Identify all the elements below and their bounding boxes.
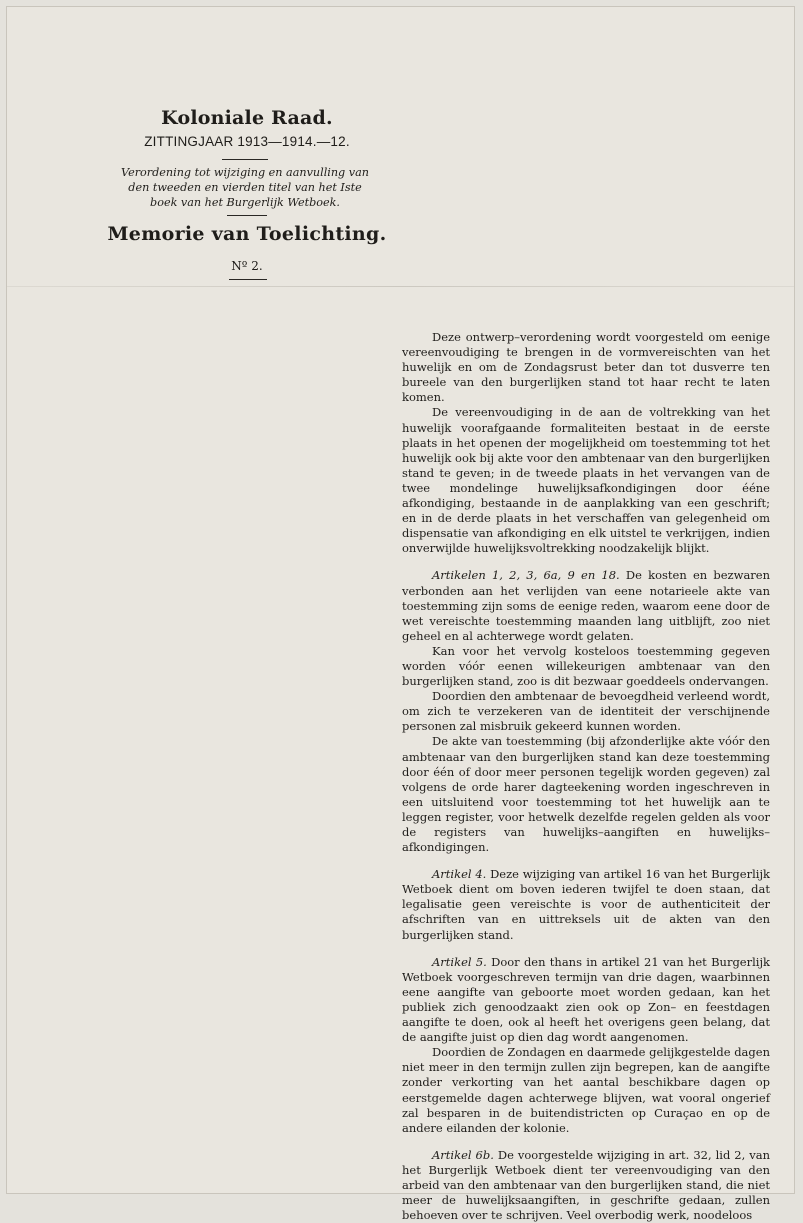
divider-rule <box>229 279 267 280</box>
article-reference: Artikel 4. <box>432 867 487 882</box>
article-reference: Artikel 6b. <box>432 1147 494 1162</box>
session-year: ZITTINGJAAR 1913—1914.—12. <box>144 134 350 149</box>
body-text <box>402 330 770 1223</box>
paragraph: Deze ontwerp–verordening wordt voorgesteld om eenige vereenvoudiging te brengen in de vormvereischten van het huwelijk en om de Zondagsrust beter dan tot dusverre ten bureele van den burgerlijken stand tot haar recht te laten komen. <box>402 330 770 405</box>
document-title: Memorie van Toelichting. <box>107 223 387 245</box>
ordinance-subject: Verordening tot wijziging en aanvulling van den tweeden en vierden titel van het Iste boek van het Burgerlijk Wetboek. <box>121 166 369 209</box>
article-reference: Artikel 5. <box>432 954 487 969</box>
paragraph: Doordien de Zondagen en daarmede gelijkgestelde dagen niet meer in den termijn zullen zijn begrepen, kan de aangifte zonder verkorting van het aantal beschikbare dagen op eerstgemelde dagen achterwege blijven, wat vooral ongerief zal besparen in de buitendistricten op Curaçao en op de andere eilanden der kolonie. <box>402 1045 770 1135</box>
council-title: Koloniale Raad. <box>161 107 333 129</box>
divider-rule <box>222 159 268 160</box>
document-page <box>7 7 794 1223</box>
paragraph: Artikel 5. Door den thans in artikel 21 van het Burgerlijk Wetboek voorgeschreven termijn van drie dagen, waarbinnen eene aangifte van geboorte moet worden gedaan, kan het publiek zich genoodzaakt zien ook op Zon– en feestdagen aangifte te doen, ook al heeft het overigens geen belang, dat de aangifte juist op dien dag wordt aangenomen. <box>402 954 770 1045</box>
paragraph: Artikelen 1, 2, 3, 6a, 9 en 18. De kosten en bezwaren verbonden aan het verlijden van eene notarieele akte van toestemming zijn soms de eenige reden, waarom eene door de wet vereischte toestemming maanden lang uitblijft, zoo niet geheel en al achterwege wordt gelaten. <box>402 568 771 643</box>
document-number: Nº 2. <box>231 259 263 273</box>
paragraph: Artikel 6b. De voorgestelde wijziging in art. 32, lid 2, van het Burgerlijk Wetboek dient ter vereenvoudiging van den arbeid van den ambtenaar van den burgerlijken stand, die niet meer de huwelijksaangiften, in geschrifte gedaan, zullen behoeven over te schrijven. Veel overbodig werk, noodeloos <box>402 1147 770 1223</box>
paragraph: Artikel 4. Deze wijziging van artikel 16 van het Burgerlijk Wetboek dient om boven iederen twijfel te doen staan, dat legalisatie geen vereischte is voor de authenticiteit der afschriften van en uittreksels uit de akten van den burgerlijken stand. <box>402 867 770 942</box>
divider-rule <box>227 215 267 216</box>
paper-fold-line <box>7 286 794 287</box>
article-reference: Artikelen 1, 2, 3, 6a, 9 en 18. <box>432 568 620 583</box>
paragraph: De vereenvoudiging in de aan de voltrekking van het huwelijk voorafgaande formaliteiten bestaat in de eerste plaats in het openen der mogelijkheid om toestemming tot het huwelijk ook bij akte voor den ambtenaar van den burgerlijken stand te geven; in de tweede plaats in het vervangen van de twee mondelinge huwelijksafkondigingen door ééne afkondiging, bestaande in de aanplakking van een geschrift; en in de derde plaats in het verschaffen van gelegenheid om dispensatie van afkondiging en elk uitstel te verkrijgen, indien onverwijlde huwelijksvoltrekking noodzakelijk blijkt. <box>402 405 770 556</box>
paragraph: Doordien den ambtenaar de bevoegdheid verleend wordt, om zich te verzekeren van de identiteit der verschijnende personen zal misbruik gekeerd kunnen worden. <box>402 689 770 734</box>
paragraph: Kan voor het vervolg kosteloos toestemming gegeven worden vóór eenen willekeurigen ambtenaar van den burgerlijken stand, zoo is dit bezwaar goeddeels ondervangen. <box>402 643 770 689</box>
paragraph: De akte van toestemming (bij afzonderlijke akte vóór den ambtenaar van den burgerlijken stand kan deze toestemming door één of door meer personen tegelijk worden gegeven) zal volgens de orde harer dagteekening worden ingeschreven in een uitsluitend voor toestemming tot het huwelijk aan te leggen register, voor hetwelk dezelfde regelen gelden als voor de registers van huwelijks–aangiften en huwelijks–afkondigingen. <box>402 734 770 855</box>
